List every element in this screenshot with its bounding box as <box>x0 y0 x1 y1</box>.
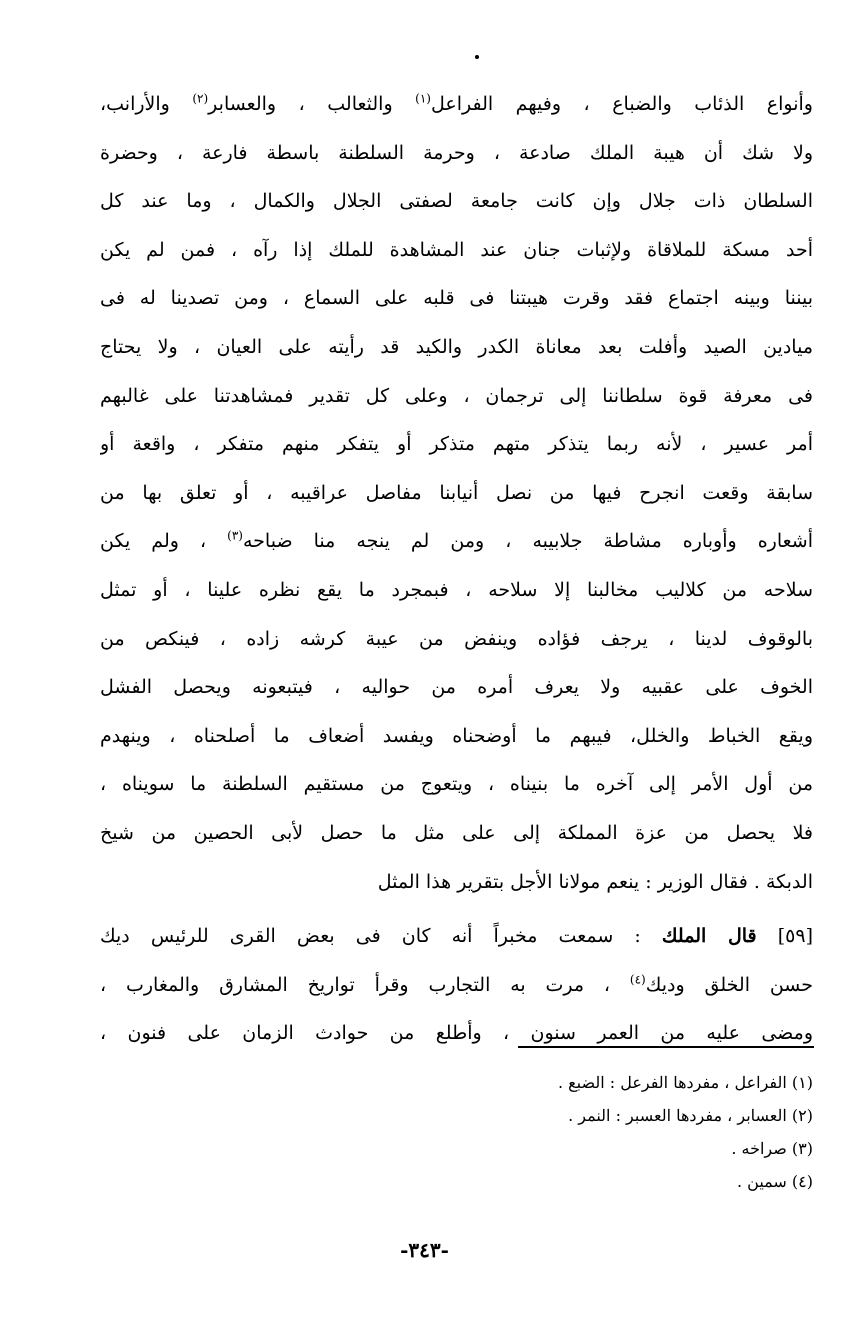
footnote-divider <box>518 1046 814 1048</box>
footnote: (٤) سمين . <box>736 1172 813 1191</box>
footnotes <box>313 1066 813 1198</box>
line-segment: وأنواع الذئاب والضباع ، وفيهم الفراعل <box>430 93 813 115</box>
paragraph-59 <box>100 912 813 1058</box>
text-line: سلاحه من كلاليب مخالبنا إلا سلاحه ، فبمجرد ما يقع نظره علينا ، أو تمثل <box>100 578 813 601</box>
line-segment: : سمعت مخبراً أنه كان فى بعض القرى للرئيس ديك <box>100 925 641 948</box>
text-line: ومضى عليه من العمر سنون ، وأطلع من حوادث الزمان على فنون ، <box>100 1022 813 1045</box>
text-line: بيننا وبينه اجتماع فقد وقرت هيبتنا فى قلبه على السماع ، ومن تصدينا له فى <box>100 287 813 310</box>
page-dot-mark <box>475 55 479 59</box>
footnote-mark: (١) <box>415 91 431 106</box>
footnote-mark: (٣) <box>227 529 243 544</box>
text-line: الخوف على عقبيه ولا يعرف أمره من حواليه ، فيتبعونه ويحصل الفشل <box>100 676 813 699</box>
page-number: -٣٤٣- <box>400 1238 449 1262</box>
footnote: (٢) العسابر ، مفردها العسبر : النمر . <box>568 1106 813 1125</box>
main-text <box>100 80 813 1058</box>
text-line: السلطان ذات جلال وإن كانت جامعة لصفتى الجلال والكمال ، وما عند كل <box>100 190 813 213</box>
text-line: ويقع الخباط والخلل، فيبهم ما أوضحناه ويفسد أضعاف ما أصلحناه ، وينهدم <box>100 724 813 747</box>
text-line <box>100 517 813 566</box>
section-number: [٥٩] <box>777 925 813 948</box>
text-line <box>100 912 813 961</box>
text-line <box>100 961 813 1010</box>
speaker-label: قال الملك <box>661 925 757 948</box>
footnote-mark: (٢) <box>192 91 209 106</box>
text-line: ميادين الصيد وأفلت بعد معاناة الكدر والكيد قد رأيته على العيان ، ولا يحتاج <box>100 335 813 358</box>
text-line: ولا شك أن هيبة الملك صادعة ، وحرمة السلطنة باسطة فارعة ، وحضرة <box>100 141 813 164</box>
line-segment: والثعالب ، والعسابر <box>208 93 393 115</box>
text-line: أحد مسكة للملاقاة ولإثبات جنان عند المشاهدة للملك إذا رآه ، فمن لم يكن <box>100 238 813 261</box>
footnote: (٣) صراخه . <box>731 1139 813 1158</box>
text-line: فى معرفة قوة سلطاننا إلى ترجمان ، وعلى كل تقدير فمشاهدتنا على غالبهم <box>100 384 813 407</box>
line-segment: ، مرت به التجارب وقرأ تواريخ المشارق والمغارب ، <box>100 973 611 996</box>
footnote: (١) الفراعل ، مفردها الفرعل : الضبع . <box>557 1073 813 1092</box>
text-line: الدبكة . فقال الوزير : ينعم مولانا الأجل بتقرير هذا المثل <box>377 870 813 893</box>
text-line: بالوقوف لدينا ، يرجف فؤاده وينفض من عيبة كرشه زاده ، فينكص من <box>100 627 813 650</box>
text-line: فلا يحصل من عزة المملكة إلى على مثل ما حصل لأبى الحصين من شيخ <box>100 821 813 844</box>
text-line: سابقة وقعت انجرح فيها من نصل أنيابنا مفاصل عراقيبه ، أو تعلق بها من <box>100 481 813 504</box>
line-segment: حسن الخلق وديك <box>645 973 813 996</box>
text-line <box>100 80 813 129</box>
footnote-mark: (٤) <box>629 972 646 987</box>
line-segment: والأرانب، <box>100 93 170 115</box>
text-line: من أول الأمر إلى آخره ما بنيناه ، ويتعوج من مستقيم السلطنة ما سويناه ، <box>100 773 813 796</box>
line-segment: أشعاره وأوباره مشاطة جلابيبه ، ومن لم ينجه منا ضباحه <box>242 530 813 553</box>
text-line: أمر عسير ، لأنه ربما يتذكر متهم متذكر أو يتفكر منهم متفكر ، واقعة أو <box>100 433 813 456</box>
line-segment: ، ولم يكن <box>100 530 207 553</box>
